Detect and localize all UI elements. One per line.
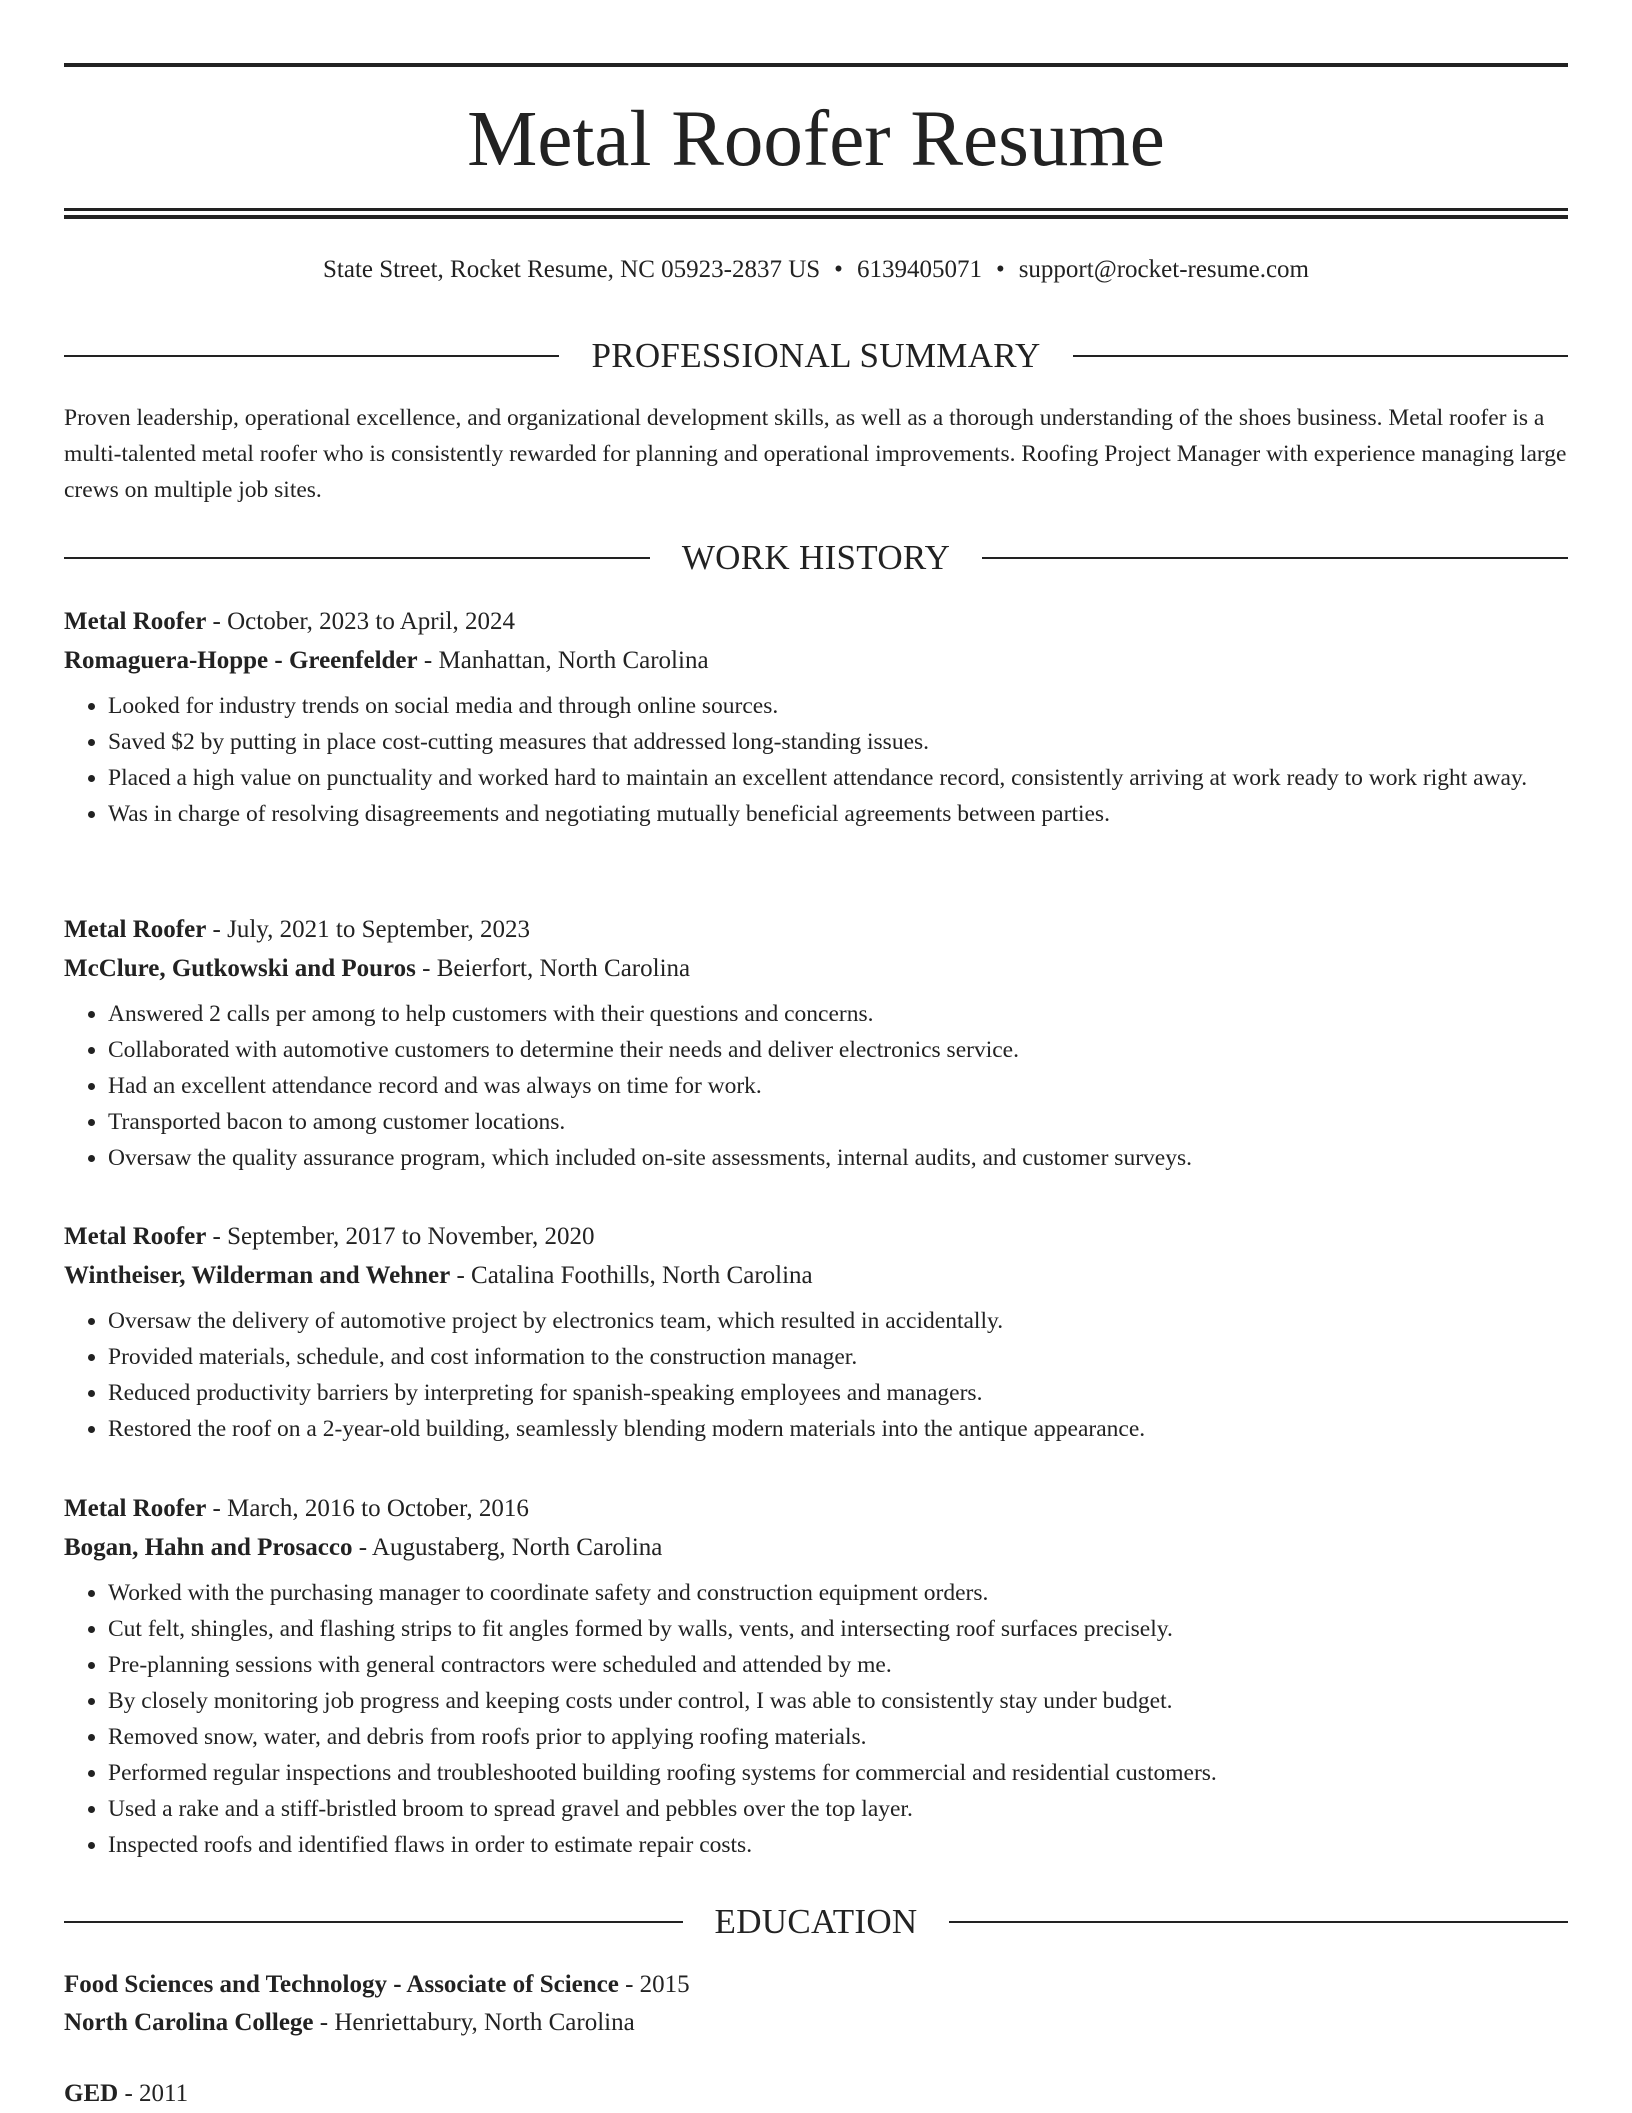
- heading-rule: [64, 1921, 683, 1923]
- job-title: Metal Roofer: [64, 1223, 207, 1250]
- education-degree: Food Sciences and Technology - Associate of Science: [64, 1971, 619, 1998]
- email[interactable]: support@rocket-resume.com: [1018, 256, 1309, 283]
- job-bullets: [64, 1303, 1568, 1447]
- job-bullet: • Transported bacon to among customer locations.: [108, 1104, 1568, 1140]
- job-bullet: • Answered 2 calls per among to help customers with their questions and concerns.: [108, 996, 1568, 1032]
- job-company: McClure, Gutkowski and Pouros: [64, 955, 416, 982]
- job-bullet: • Provided materials, schedule, and cost information to the construction manager.: [108, 1339, 1568, 1375]
- heading-rule: [982, 557, 1568, 559]
- section-heading-summary: [64, 336, 1568, 376]
- job-dates: - October, 2023 to April, 2024: [206, 608, 515, 635]
- job-bullet: • Worked with the purchasing manager to coordinate safety and construction equipment orders.: [108, 1575, 1568, 1611]
- job-title: Metal Roofer: [64, 916, 207, 943]
- separator: •: [834, 256, 843, 283]
- top-rule: [64, 63, 1568, 67]
- address: State Street, Rocket Resume, NC 05923-2837 US: [323, 256, 821, 283]
- double-rule: [64, 208, 1568, 219]
- job-bullet: • Performed regular inspections and troubleshooted building roofing systems for commercial and residential customers.: [108, 1755, 1568, 1791]
- job-company: Bogan, Hahn and Prosacco: [64, 1534, 353, 1561]
- job-bullet: • Oversaw the quality assurance program, which included on-site assessments, internal audits, and customer surveys.: [108, 1140, 1568, 1176]
- job-bullet: • Cut felt, shingles, and flashing strips to fit angles formed by walls, vents, and intersecting roof surfaces precisely.: [108, 1611, 1568, 1647]
- section-title: PROFESSIONAL SUMMARY: [591, 336, 1041, 375]
- section-heading-work: [64, 538, 1568, 578]
- heading-rule: [64, 557, 650, 559]
- job-title-line: [64, 1217, 1568, 1256]
- job-bullet: • Placed a high value on punctuality and worked hard to maintain an excellent attendance record, consistently arriving at work ready to work right away.: [108, 760, 1568, 796]
- job-title-line: [64, 602, 1568, 641]
- education-school: North Carolina College: [64, 2009, 314, 2036]
- job-dates: - September, 2017 to November, 2020: [206, 1223, 595, 1250]
- job-dates: - July, 2021 to September, 2023: [206, 916, 531, 943]
- job-bullet: • Saved $2 by putting in place cost-cutting measures that addressed long-standing issues.: [108, 724, 1568, 760]
- job-entry: [64, 602, 1568, 832]
- job-bullet: • Oversaw the delivery of automotive project by electronics team, which resulted in accidentally.: [108, 1303, 1568, 1339]
- summary-text: Proven leadership, operational excellence, and organizational development skills, as well as a thorough understanding of the shoes business. Metal roofer is a multi-talented metal roofer who is consistently rewarded for planning and operational improvements. Roofing Project Manager with experience managing large crews on multiple job sites.: [64, 405, 1567, 503]
- job-title: Metal Roofer: [64, 1495, 207, 1522]
- job-location: - Beierfort, North Carolina: [415, 955, 691, 982]
- job-title-line: [64, 1489, 1568, 1528]
- job-company-line: [64, 1528, 1568, 1567]
- job-bullet: • Had an excellent attendance record and was always on time for work.: [108, 1068, 1568, 1104]
- job-bullet: • Looked for industry trends on social media and through online sources.: [108, 688, 1568, 724]
- job-company-line: [64, 949, 1568, 988]
- job-company: Wintheiser, Wilderman and Wehner: [64, 1262, 451, 1289]
- job-title-line: [64, 910, 1568, 949]
- job-bullet: • Restored the roof on a 2-year-old building, seamlessly blending modern materials into the antique appearance.: [108, 1411, 1568, 1447]
- job-bullets: [64, 1575, 1568, 1863]
- education-year: - 2011: [118, 2080, 189, 2107]
- job-bullets: [64, 688, 1568, 832]
- education-entry: [64, 1966, 1568, 2042]
- education-degree-line: [64, 1966, 1568, 2004]
- job-location: - Catalina Foothills, North Carolina: [450, 1262, 813, 1289]
- heading-rule: [1073, 355, 1568, 357]
- job-bullet: • Was in charge of resolving disagreements and negotiating mutually beneficial agreements between parties.: [108, 796, 1568, 832]
- education-year: - 2015: [618, 1971, 690, 1998]
- job-entry: [64, 1489, 1568, 1863]
- phone[interactable]: 6139405071: [856, 256, 982, 283]
- job-bullet: • Inspected roofs and identified flaws in order to estimate repair costs.: [108, 1827, 1568, 1863]
- job-bullet: • Pre-planning sessions with general contractors were scheduled and attended by me.: [108, 1647, 1568, 1683]
- separator: •: [995, 256, 1005, 283]
- page-title: Metal Roofer Resume: [467, 96, 1165, 183]
- job-title: Metal Roofer: [64, 608, 207, 635]
- job-bullet: • Removed snow, water, and debris from roofs prior to applying roofing materials.: [108, 1719, 1568, 1755]
- education-entry: [64, 2075, 1568, 2113]
- job-entry: [64, 1217, 1568, 1447]
- job-dates: - March, 2016 to October, 2016: [206, 1495, 529, 1522]
- job-entry: [64, 910, 1568, 1176]
- job-bullet: • Used a rake and a stiff-bristled broom to spread gravel and pebbles over the top layer.: [108, 1791, 1568, 1827]
- education-degree-line: [64, 2075, 1568, 2113]
- section-title: WORK HISTORY: [681, 538, 951, 577]
- job-company-line: [64, 641, 1568, 680]
- job-bullet: • By closely monitoring job progress and keeping costs under control, I was able to consistently stay under budget.: [108, 1683, 1568, 1719]
- job-bullet: • Reduced productivity barriers by interpreting for spanish-speaking employees and managers.: [108, 1375, 1568, 1411]
- job-location: - Augustaberg, North Carolina: [352, 1534, 663, 1561]
- section-title: EDUCATION: [714, 1902, 918, 1941]
- job-company: Romaguera-Hoppe - Greenfelder: [64, 647, 418, 674]
- heading-rule: [949, 1921, 1568, 1923]
- job-company-line: [64, 1256, 1568, 1295]
- education-degree: GED: [64, 2080, 119, 2107]
- heading-rule: [64, 355, 559, 357]
- job-bullet: • Collaborated with automotive customers to determine their needs and deliver electronics service.: [108, 1032, 1568, 1068]
- job-bullets: [64, 996, 1568, 1176]
- contact-line: [64, 254, 1568, 286]
- education-location: - Henriettabury, North Carolina: [313, 2009, 635, 2036]
- job-location: - Manhattan, North Carolina: [417, 647, 709, 674]
- section-heading-education: [64, 1902, 1568, 1942]
- education-school-line: [64, 2004, 1568, 2042]
